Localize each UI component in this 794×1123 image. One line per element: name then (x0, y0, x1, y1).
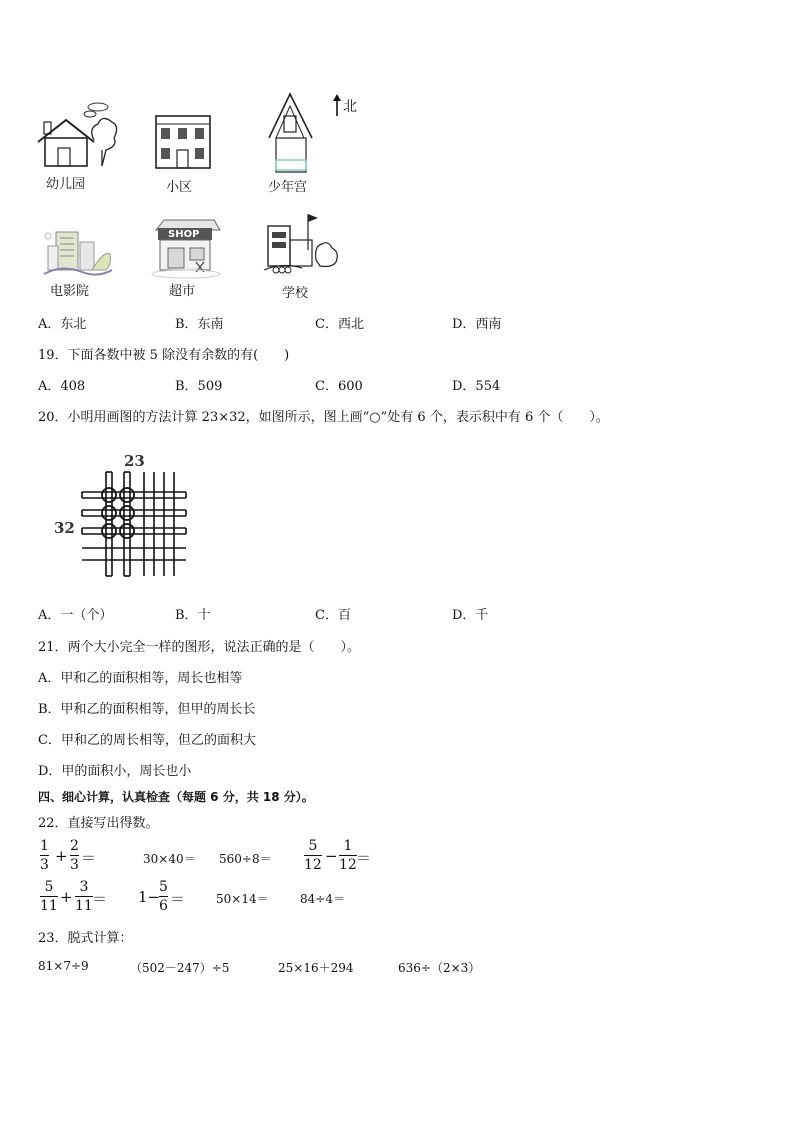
fraction-1-12: 1 12 (339, 838, 357, 873)
community-building-icon (154, 112, 214, 170)
equals-sign: ＝ (170, 890, 186, 908)
one-minus: 1− (138, 888, 161, 906)
place-label-supermarket: 超市 (169, 284, 196, 299)
place-label-kindergarten: 幼儿园 (46, 177, 86, 192)
youth-palace-tower-icon (266, 92, 316, 174)
grid-top-label: 23 (124, 452, 145, 470)
q23-item-4: 636÷（2×3） (398, 961, 481, 975)
q20-option-c[interactable]: C．百 (315, 608, 351, 623)
minus-sign: − (325, 847, 338, 865)
q19-option-a[interactable]: A．408 (38, 379, 86, 394)
multiplication-line-grid (80, 470, 190, 578)
fraction-5-12: 5 12 (304, 838, 322, 873)
north-arrow-icon (332, 94, 342, 118)
q18-option-d[interactable]: D．西南 (452, 317, 502, 332)
equals-sign: ＝ (92, 890, 108, 908)
q21-stem: 21．两个大小完全一样的图形，说法正确的是（ ）。 (38, 640, 361, 655)
north-label: 北 (343, 99, 357, 115)
q21-option-c[interactable]: C．甲和乙的周长相等，但乙的面积大 (38, 733, 256, 748)
fraction-5-11: 5 11 (40, 879, 58, 914)
calc-50x14: 50×14＝ (216, 892, 269, 906)
fraction-3-11: 3 11 (75, 879, 93, 914)
q19-option-c[interactable]: C．600 (315, 379, 363, 394)
equals-sign: ＝ (356, 849, 372, 867)
q20-option-a[interactable]: A．一（个） (38, 608, 113, 623)
q22-stem: 22．直接写出得数。 (38, 816, 159, 831)
q23-item-3: 25×16＋294 (278, 961, 354, 975)
q21-option-d[interactable]: D．甲的面积小，周长也小 (38, 764, 192, 779)
place-label-school: 学校 (282, 286, 309, 301)
fraction-5-6: 5 6 (159, 879, 168, 914)
q23-stem: 23．脱式计算： (38, 931, 133, 946)
place-label-community: 小区 (166, 180, 193, 195)
q20-option-b[interactable]: B．十 (175, 608, 211, 623)
q20-stem: 20．小明用画图的方法计算 23×32，如图所示，图上画“○”处有 6 个，表示积中有 6 个（ ）。 (38, 410, 609, 425)
q21-option-a[interactable]: A．甲和乙的面积相等，周长也相等 (38, 671, 243, 686)
place-label-youth-palace: 少年宫 (268, 180, 308, 195)
supermarket-shop-icon (150, 218, 224, 278)
grid-left-label: 32 (54, 519, 75, 537)
cinema-buildings-icon (42, 224, 114, 278)
q23-item-2: （502－247）÷5 (130, 961, 230, 975)
calc-84div4: 84÷4＝ (300, 892, 345, 906)
school-building-icon (262, 210, 342, 278)
section-heading: 四、细心计算，认真检查（每题 6 分，共 18 分）。 (38, 790, 314, 804)
q19-stem: 19．下面各数中被 5 除没有余数的有( ) (38, 348, 290, 363)
q18-option-b[interactable]: B．东南 (175, 317, 224, 332)
calc-560div8: 560÷8＝ (219, 852, 272, 866)
plus-sign: + (60, 888, 73, 906)
calc-30x40: 30×40＝ (143, 852, 196, 866)
fraction-2-3: 2 3 (70, 838, 79, 873)
q20-option-d[interactable]: D．千 (452, 608, 489, 623)
q21-option-b[interactable]: B．甲和乙的面积相等，但甲的周长长 (38, 702, 256, 717)
q23-item-1: 81×7÷9 (38, 959, 89, 973)
kindergarten-house-icon (36, 100, 118, 170)
place-label-cinema: 电影院 (50, 284, 90, 299)
q18-option-c[interactable]: C．西北 (315, 317, 364, 332)
plus-sign: + (55, 847, 68, 865)
shop-sign: SHOP (168, 229, 200, 240)
q19-option-d[interactable]: D．554 (452, 379, 501, 394)
q19-option-b[interactable]: B．509 (175, 379, 223, 394)
q18-option-a[interactable]: A．东北 (38, 317, 87, 332)
equals-sign: ＝ (81, 849, 97, 867)
fraction-1-3: 1 3 (40, 838, 49, 873)
